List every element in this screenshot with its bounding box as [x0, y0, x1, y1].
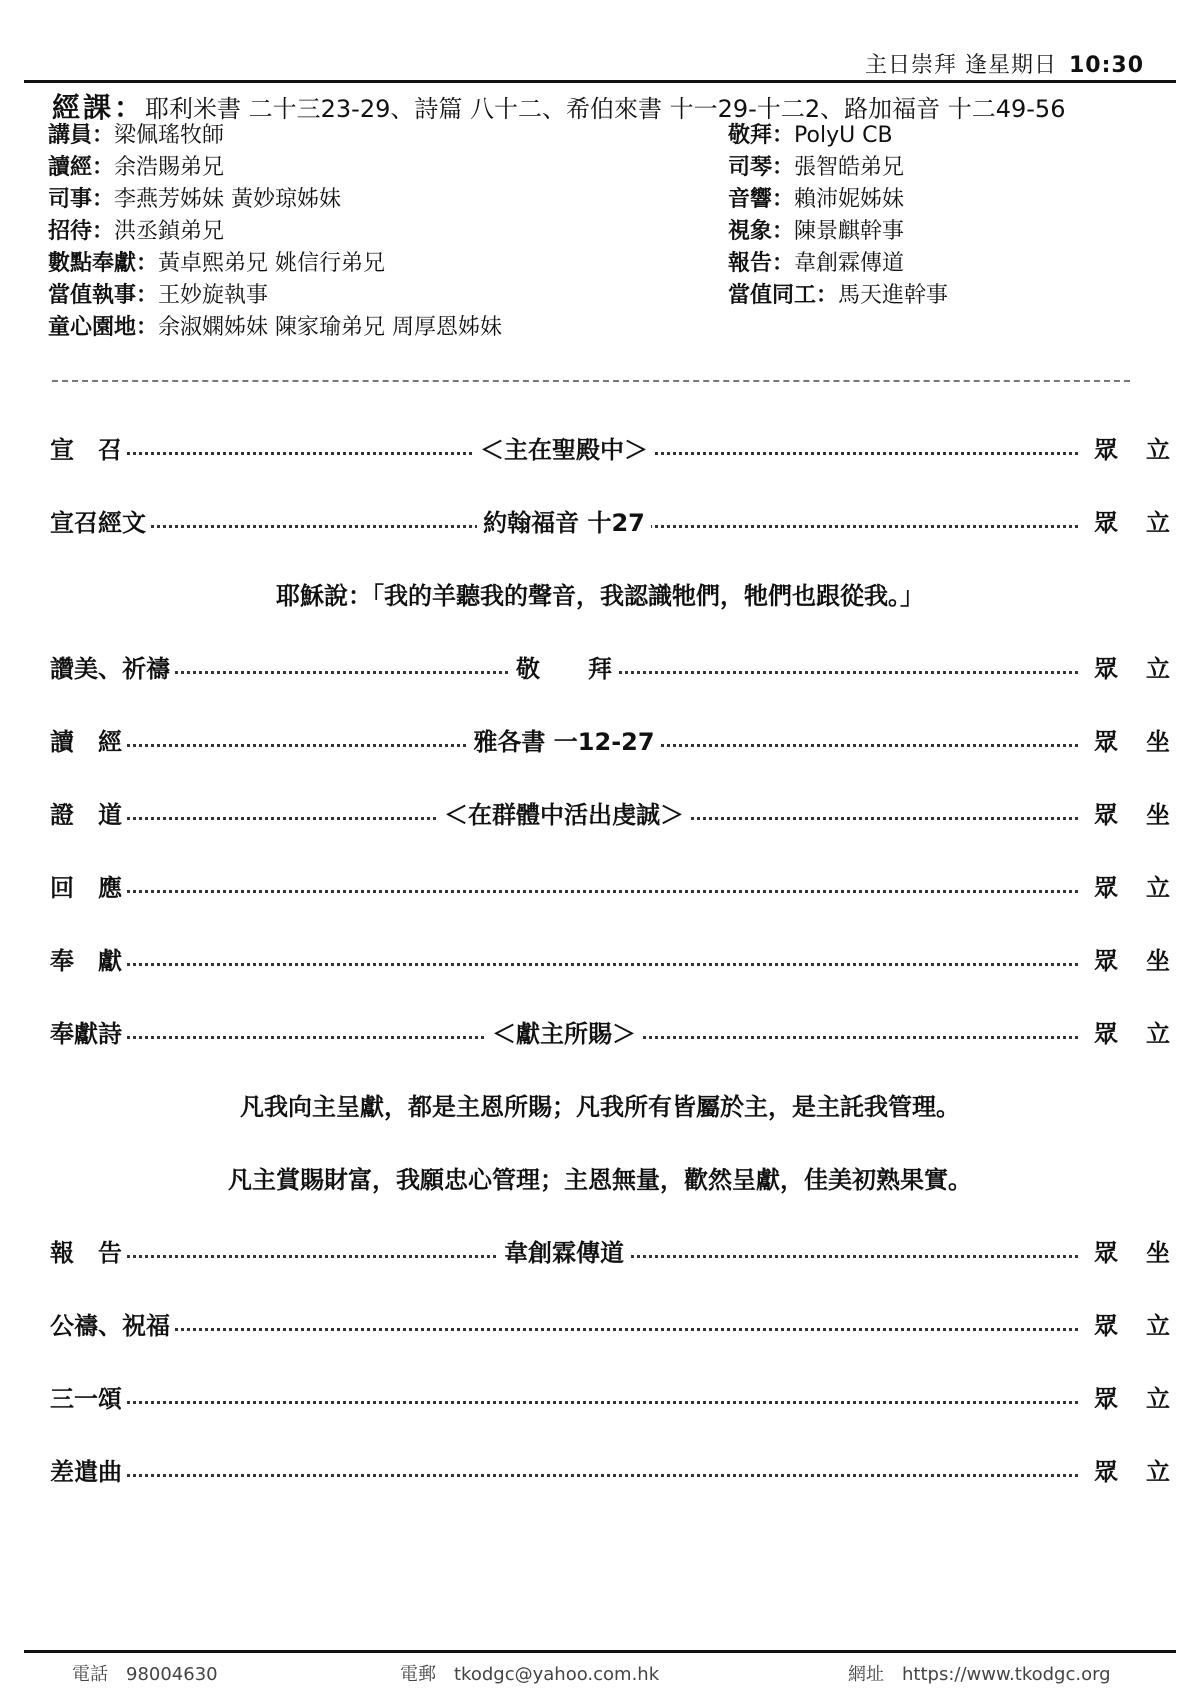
order-item-label: 差遣曲 — [50, 1452, 124, 1487]
posture-action: 立 — [1146, 874, 1170, 902]
staff-duty-deacon — [48, 278, 268, 309]
staff-announcer — [728, 246, 904, 277]
staff-label: 講員： — [48, 123, 115, 148]
order-offering-hymn — [50, 1014, 1170, 1050]
staff-value: 張智皓弟兄 — [794, 155, 905, 180]
staff-offering-count — [48, 246, 385, 277]
order-item-title: 韋創霖傳道 — [498, 1239, 630, 1267]
staff-value: PolyU CB — [794, 123, 893, 148]
posture-action: 立 — [1146, 1020, 1170, 1048]
staff-children — [48, 310, 502, 341]
posture-action: 坐 — [1146, 728, 1170, 756]
order-call-verse — [50, 503, 1170, 539]
order-item-label: 宣 召 — [50, 430, 124, 465]
posture-congregation: 眾 — [1092, 1233, 1118, 1268]
order-prayer-blessing — [50, 1306, 1170, 1342]
website-link[interactable]: https://www.tkodgc.org — [902, 1664, 1111, 1685]
order-item-title: ＜在群體中活出虔誠＞ — [438, 801, 690, 829]
order-offering — [50, 941, 1170, 977]
order-item-title: ＜主在聖殿中＞ — [474, 436, 654, 464]
posture-action: 立 — [1146, 436, 1170, 464]
posture-action: 立 — [1146, 655, 1170, 683]
staff-label: 報告： — [728, 251, 795, 276]
staff-label: 視象： — [728, 219, 795, 244]
order-item-label: 報 告 — [50, 1233, 124, 1268]
staff-label: 司事： — [48, 187, 115, 212]
posture-congregation: 眾 — [1092, 649, 1118, 684]
email-label: 電郵 — [400, 1664, 436, 1685]
staff-value: 洪丞鍞弟兄 — [114, 219, 225, 244]
hymn-line-1: 凡我向主呈獻，都是主恩所賜；凡我所有皆屬於主，是主託我管理。 — [240, 1093, 960, 1121]
service-name: 主日崇拜 — [864, 53, 957, 78]
order-sermon — [50, 795, 1170, 831]
footer-phone — [72, 1660, 218, 1686]
staff-value: 馬天進幹事 — [838, 283, 949, 308]
order-item-label: 公禱、祝福 — [50, 1306, 172, 1341]
hymn-line-2: 凡主賞賜財富，我願忠心管理；主恩無量，歡然呈獻，佳美初熟果實。 — [228, 1166, 972, 1194]
posture-action: 坐 — [1146, 801, 1170, 829]
staff-pianist — [728, 150, 904, 181]
posture-congregation: 眾 — [1092, 430, 1118, 465]
email-address[interactable]: tkodgc@yahoo.com.hk — [454, 1664, 660, 1685]
staff-value: 余浩賜弟兄 — [114, 155, 225, 180]
staff-label: 當值同工： — [728, 283, 839, 308]
order-item-label: 回 應 — [50, 868, 124, 903]
staff-reader — [48, 150, 224, 181]
posture-action: 坐 — [1146, 947, 1170, 975]
staff-value: 陳景麒幹事 — [794, 219, 905, 244]
staff-sound — [728, 182, 904, 213]
staff-label: 敬拜： — [728, 123, 795, 148]
posture-action: 立 — [1146, 509, 1170, 537]
service-day: 逢星期日 — [964, 53, 1057, 78]
posture-congregation: 眾 — [1092, 722, 1118, 757]
staff-value: 梁佩瑤牧師 — [114, 123, 225, 148]
order-dismissal — [50, 1452, 1170, 1488]
top-divider — [24, 80, 1176, 83]
staff-value: 王妙旋執事 — [158, 283, 269, 308]
staff-greeter — [48, 214, 224, 245]
order-response — [50, 868, 1170, 904]
phone-number: 98004630 — [126, 1664, 218, 1685]
order-item-label: 證 道 — [50, 795, 124, 830]
posture-congregation: 眾 — [1092, 1306, 1118, 1341]
order-item-label: 三一頌 — [50, 1379, 124, 1414]
staff-value: 李燕芳姊妹 黃妙琼姊妹 — [114, 187, 342, 212]
staff-speaker — [48, 118, 224, 149]
posture-action: 坐 — [1146, 1239, 1170, 1267]
web-label: 網址 — [848, 1664, 884, 1685]
order-item-title: ＜獻主所賜＞ — [486, 1020, 642, 1048]
order-item-title: 敬 拜 — [510, 655, 618, 683]
order-item-title: 約翰福音 十27 — [477, 509, 651, 537]
order-item-label: 奉 獻 — [50, 941, 124, 976]
order-call-to-worship — [50, 430, 1170, 466]
posture-congregation: 眾 — [1092, 868, 1118, 903]
order-item-label: 宣召經文 — [50, 503, 148, 538]
posture-action: 立 — [1146, 1458, 1170, 1486]
footer-website — [848, 1660, 1111, 1686]
readings-label: 經課： — [52, 91, 146, 124]
posture-action: 立 — [1146, 1312, 1170, 1340]
order-scripture-reading — [50, 722, 1170, 758]
header — [865, 48, 1144, 79]
order-doxology — [50, 1379, 1170, 1415]
staff-value: 韋創霖傳道 — [794, 251, 905, 276]
posture-congregation: 眾 — [1092, 1014, 1118, 1049]
order-item-label: 讚美、祈禱 — [50, 649, 172, 684]
staff-label: 招待： — [48, 219, 115, 244]
posture-congregation: 眾 — [1092, 941, 1118, 976]
posture-congregation: 眾 — [1092, 1379, 1118, 1414]
order-praise — [50, 649, 1170, 685]
order-announcements — [50, 1233, 1170, 1269]
order-item-label: 奉獻詩 — [50, 1014, 124, 1049]
staff-duty-worker — [728, 278, 948, 309]
staff-label: 讀經： — [48, 155, 115, 180]
staff-worship — [728, 118, 893, 149]
leader-dots — [50, 1401, 1078, 1404]
service-time: 10:30 — [1068, 53, 1144, 78]
dashed-divider — [52, 380, 1130, 382]
order-item-label: 讀 經 — [50, 722, 124, 757]
staff-label: 音響： — [728, 187, 795, 212]
staff-label: 當值執事： — [48, 283, 159, 308]
verse-quote: 耶穌說：「我的羊聽我的聲音，我認識牠們，牠們也跟從我。」 — [276, 582, 924, 610]
leader-dots — [50, 1328, 1078, 1331]
staff-ushers — [48, 182, 341, 213]
staff-value: 賴沛妮姊妹 — [794, 187, 905, 212]
staff-value: 黃卓熙弟兄 姚信行弟兄 — [158, 251, 386, 276]
posture-congregation: 眾 — [1092, 795, 1118, 830]
bottom-divider — [24, 1650, 1176, 1653]
posture-congregation: 眾 — [1092, 1452, 1118, 1487]
staff-label: 數點奉獻： — [48, 251, 159, 276]
readings-text: 耶利米書 二十三23-29、詩篇 八十二、希伯來書 十一29-十二2、路加福音 十二49-56 — [145, 95, 1066, 123]
posture-congregation: 眾 — [1092, 503, 1118, 538]
staff-label: 童心園地： — [48, 315, 159, 340]
leader-dots — [50, 890, 1078, 893]
staff-visual — [728, 214, 904, 245]
leader-dots — [50, 1474, 1078, 1477]
staff-value: 余淑嫻姊妹 陳家瑜弟兄 周厚恩姊妹 — [158, 315, 503, 340]
footer-email — [400, 1660, 659, 1686]
phone-label: 電話 — [72, 1664, 108, 1685]
leader-dots — [50, 963, 1078, 966]
order-item-title: 雅各書 一12-27 — [467, 728, 660, 756]
posture-action: 立 — [1146, 1385, 1170, 1413]
staff-label: 司琴： — [728, 155, 795, 180]
